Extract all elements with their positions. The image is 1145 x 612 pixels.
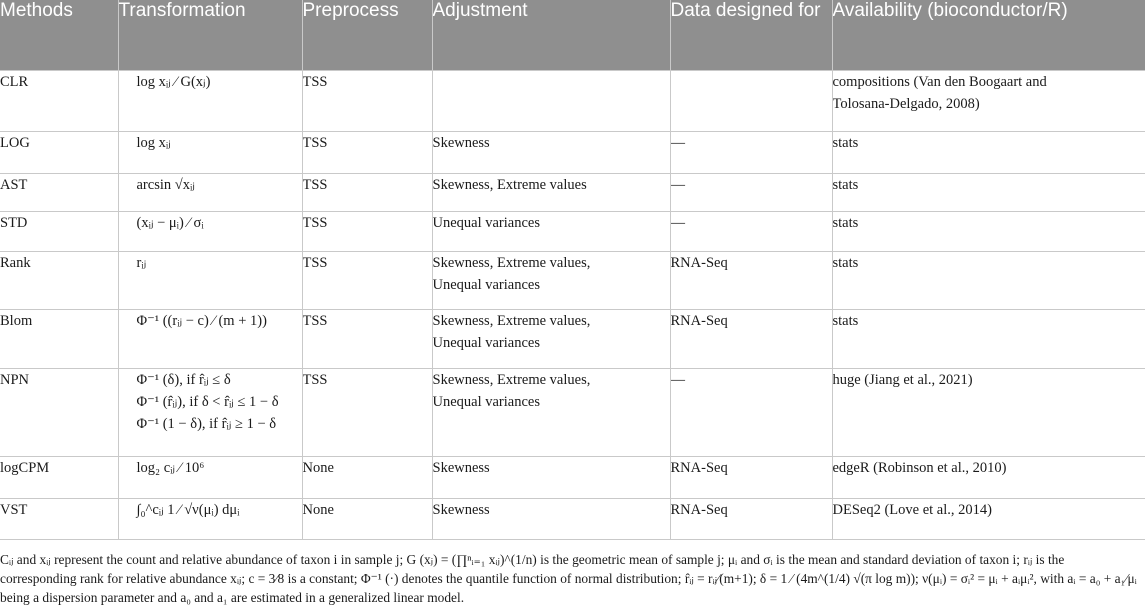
transformation-formula: Φ⁻¹ (r̂ᵢⱼ), if δ < r̂ᵢⱼ ≤ 1 − δ xyxy=(136,393,279,410)
transformation-cell xyxy=(118,368,302,456)
table-row xyxy=(0,498,1145,539)
method-cell: LOG xyxy=(0,131,118,173)
header-row xyxy=(0,0,1145,70)
transformation-formula: Φ⁻¹ ((rᵢⱼ − c) ⁄ (m + 1)) xyxy=(136,312,267,329)
table-row xyxy=(0,131,1145,173)
header-availability: Availability (bioconductor/R) xyxy=(832,0,1145,70)
adjustment-cell xyxy=(432,368,670,456)
transformation-formula: log₂ cᵢⱼ ⁄ 10⁶ xyxy=(136,459,205,476)
table-row xyxy=(0,70,1145,131)
transformation-cell xyxy=(118,251,302,309)
adjustment-text: Skewness xyxy=(432,134,490,151)
footnote-line: corresponding rank for relative abundance xᵢⱼ; c = 3⁄8 is a constant; Φ⁻¹ (·) denotes the quantile function of normal distribution; r̂ᵢⱼ = rᵢⱼ⁄(m+1); δ = 1 ⁄ (4m^(1/4) √(π log m)); ν(μᵢ) = σᵢ² = μᵢ + aᵢμᵢ², with aᵢ = a₀ + a₁⁄μᵢ xyxy=(0,571,1137,586)
header-methods: Methods xyxy=(0,0,118,70)
adjustment-cell xyxy=(432,456,670,498)
availability-cell xyxy=(832,211,1145,251)
availability-cell xyxy=(832,131,1145,173)
transformation-cell xyxy=(118,70,302,131)
data-designed-cell xyxy=(670,309,832,368)
availability-text: stats xyxy=(832,312,859,329)
adjustment-text: Unequal variances xyxy=(432,214,540,231)
adjustment-cell xyxy=(432,70,670,131)
method-cell: Rank xyxy=(0,251,118,309)
availability-text: edgeR (Robinson et al., 2010) xyxy=(832,459,1007,476)
preprocess-cell: TSS xyxy=(302,211,432,251)
data-designed-text: RNA-Seq xyxy=(670,312,728,329)
header-transformation: Transformation xyxy=(118,0,302,70)
availability-text: compositions (Van den Boogaart and xyxy=(832,73,1047,90)
data-designed-cell xyxy=(670,251,832,309)
table-footnote xyxy=(0,550,1145,607)
availability-text: DESeq2 (Love et al., 2014) xyxy=(832,501,992,518)
availability-cell xyxy=(832,309,1145,368)
adjustment-text: Skewness xyxy=(432,459,490,476)
table-row xyxy=(0,368,1145,456)
table-row xyxy=(0,456,1145,498)
transformation-cell xyxy=(118,211,302,251)
transformation-formula: rᵢⱼ xyxy=(136,254,147,271)
data-designed-cell xyxy=(670,173,832,211)
adjustment-text: Skewness xyxy=(432,501,490,518)
header-preprocess: Preprocess xyxy=(302,0,432,70)
transformation-formula: ∫₀^cᵢⱼ 1 ⁄ √ν(μᵢ) dμᵢ xyxy=(136,501,240,518)
adjustment-cell xyxy=(432,131,670,173)
availability-text: stats xyxy=(832,176,859,193)
method-cell: STD xyxy=(0,211,118,251)
availability-cell xyxy=(832,456,1145,498)
table-row xyxy=(0,251,1145,309)
adjustment-cell xyxy=(432,211,670,251)
availability-text: Tolosana-Delgado, 2008) xyxy=(832,95,980,112)
preprocess-cell: TSS xyxy=(302,309,432,368)
transformation-cell xyxy=(118,131,302,173)
adjustment-text: Skewness, Extreme values, xyxy=(432,312,591,329)
header-adjustment: Adjustment xyxy=(432,0,670,70)
data-designed-cell xyxy=(670,211,832,251)
method-cell: VST xyxy=(0,498,118,539)
preprocess-cell: TSS xyxy=(302,368,432,456)
availability-text: stats xyxy=(832,134,859,151)
adjustment-text: Skewness, Extreme values, xyxy=(432,254,591,271)
transformation-cell xyxy=(118,309,302,368)
transformation-formula: Φ⁻¹ (δ), if r̂ᵢⱼ ≤ δ xyxy=(136,371,231,388)
adjustment-cell xyxy=(432,251,670,309)
adjustment-cell xyxy=(432,309,670,368)
data-designed-text: RNA-Seq xyxy=(670,501,728,518)
transformation-formula: arcsin √xᵢⱼ xyxy=(136,176,195,193)
footnote-line: Cᵢⱼ and xᵢⱼ represent the count and relative abundance of taxon i in sample j; G (xⱼ) = (∏ⁿᵢ₌₁ xᵢⱼ)^(1/n) is the geometric mean of sample j; μᵢ and σᵢ is the mean and standard deviation of taxon i; rᵢⱼ is the xyxy=(0,552,1065,567)
data-designed-text: — xyxy=(670,214,685,231)
availability-cell xyxy=(832,251,1145,309)
adjustment-text: Skewness, Extreme values xyxy=(432,176,587,193)
data-designed-cell xyxy=(670,456,832,498)
availability-text: stats xyxy=(832,214,859,231)
method-cell: logCPM xyxy=(0,456,118,498)
data-designed-text: RNA-Seq xyxy=(670,254,728,271)
transformation-formula: log xᵢⱼ ⁄ G(xⱼ) xyxy=(136,73,211,90)
availability-cell xyxy=(832,173,1145,211)
availability-cell xyxy=(832,368,1145,456)
footnote-line: being a dispersion parameter and a₀ and a₁ are estimated in a generalized linear model. xyxy=(0,590,465,605)
preprocess-cell: None xyxy=(302,498,432,539)
adjustment-cell xyxy=(432,173,670,211)
adjustment-text: Unequal variances xyxy=(432,276,540,293)
adjustment-text: Unequal variances xyxy=(432,334,540,351)
method-cell: CLR xyxy=(0,70,118,131)
transformation-formula: (xᵢⱼ − μᵢ) ⁄ σᵢ xyxy=(136,214,204,231)
table-row xyxy=(0,211,1145,251)
data-designed-text: RNA-Seq xyxy=(670,459,728,476)
table-body xyxy=(0,70,1145,539)
preprocess-cell: TSS xyxy=(302,131,432,173)
data-designed-cell xyxy=(670,368,832,456)
transformation-cell xyxy=(118,173,302,211)
availability-cell xyxy=(832,498,1145,539)
data-designed-text: — xyxy=(670,134,685,151)
table-row xyxy=(0,309,1145,368)
availability-text: huge (Jiang et al., 2021) xyxy=(832,371,973,388)
data-designed-cell xyxy=(670,498,832,539)
transformation-cell xyxy=(118,456,302,498)
table-row xyxy=(0,173,1145,211)
adjustment-text: Unequal variances xyxy=(432,393,540,410)
transformation-formula: Φ⁻¹ (1 − δ), if r̂ᵢⱼ ≥ 1 − δ xyxy=(136,415,277,432)
transformation-formula: log xᵢⱼ xyxy=(136,134,171,151)
adjustment-cell xyxy=(432,498,670,539)
data-designed-cell xyxy=(670,131,832,173)
data-designed-text: — xyxy=(670,371,685,388)
preprocess-cell: None xyxy=(302,456,432,498)
preprocess-cell: TSS xyxy=(302,251,432,309)
adjustment-text: Skewness, Extreme values, xyxy=(432,371,591,388)
availability-text: stats xyxy=(832,254,859,271)
transformation-cell xyxy=(118,498,302,539)
method-cell: Blom xyxy=(0,309,118,368)
method-cell: AST xyxy=(0,173,118,211)
data-designed-text: — xyxy=(670,176,685,193)
preprocess-cell: TSS xyxy=(302,70,432,131)
header-data-designed-for: Data designed for xyxy=(670,0,832,70)
availability-cell xyxy=(832,70,1145,131)
data-designed-cell xyxy=(670,70,832,131)
method-cell: NPN xyxy=(0,368,118,456)
preprocess-cell: TSS xyxy=(302,173,432,211)
